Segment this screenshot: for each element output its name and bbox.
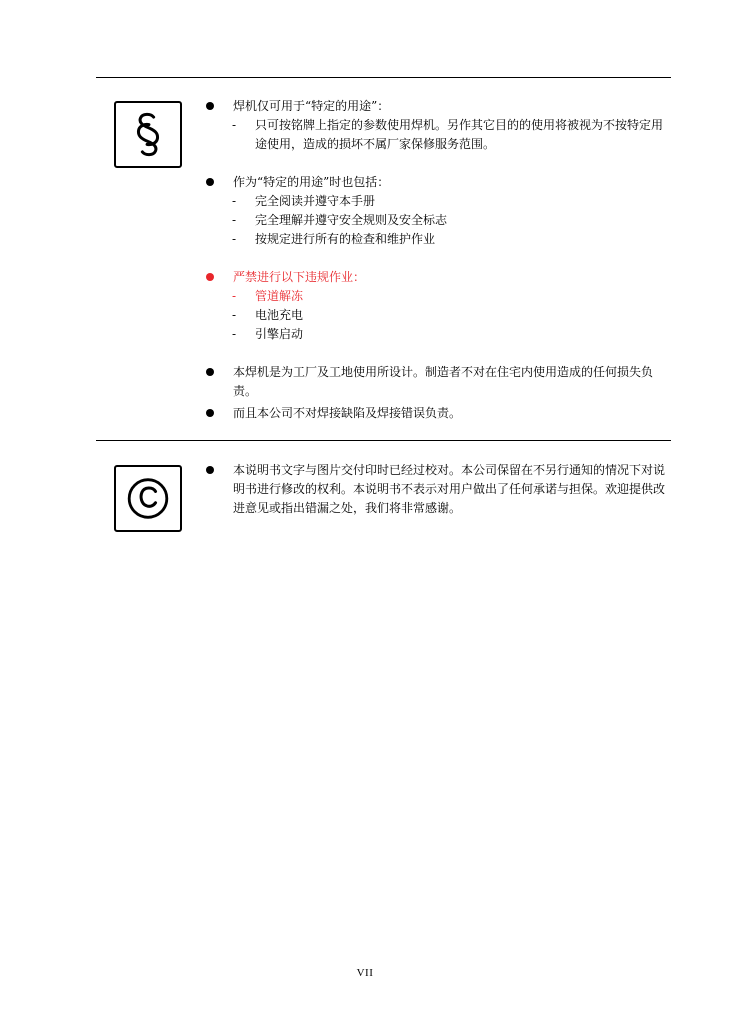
sub-list-item	[200, 287, 670, 306]
sub-list-item	[200, 230, 670, 249]
dash-icon: -	[232, 308, 237, 322]
prohibited-item: 管道解冻	[255, 289, 304, 303]
sub-list-item	[200, 211, 670, 230]
design-note: 本焊机是为工厂及工地使用所设计。制造者不对在住宅内使用造成的任何损失负责。	[233, 365, 654, 398]
prohibited-item: 引擎启动	[255, 327, 304, 341]
usage-heading: 焊机仅可用于“特定的用途”：	[233, 99, 390, 113]
bullet-icon	[206, 102, 214, 110]
usage-rule-text: 只可按铭牌上指定的参数使用焊机。另作其它目的的使用将被视为不按特定用途使用，造成的损坏不属厂家保修服务范围。	[255, 118, 664, 151]
sub-list-item	[200, 325, 670, 344]
middle-divider	[96, 440, 671, 441]
sub-list-item	[200, 116, 670, 154]
list-item	[200, 461, 670, 518]
copyright-text: 本说明书文字与图片交付印时已经过校对。本公司保留在不另行通知的情况下对说明书进行修改的权利。本说明书不表示对用户做出了任何承诺与担保。欢迎提供改进意见或指出错漏之处，我们将非常感谢。	[233, 463, 666, 515]
bullet-icon	[206, 273, 214, 281]
dash-icon: -	[232, 118, 237, 132]
sub-list-item	[200, 306, 670, 325]
bullet-icon	[206, 368, 214, 376]
section-sign-icon	[114, 101, 182, 168]
prohibited-heading: 严禁进行以下违规作业：	[233, 270, 366, 284]
bullet-icon	[206, 466, 214, 474]
sub-list-item	[200, 192, 670, 211]
dash-icon: -	[232, 232, 237, 246]
top-divider	[96, 77, 671, 78]
prohibited-item: 电池充电	[255, 308, 304, 322]
copyright-icon	[114, 465, 182, 532]
include-item: 完全阅读并遵守本手册	[255, 194, 376, 208]
usage-section	[200, 97, 670, 423]
list-item	[200, 404, 670, 423]
bullet-icon	[206, 409, 214, 417]
dash-icon: -	[232, 194, 237, 208]
list-item	[200, 268, 670, 287]
dash-icon: -	[232, 289, 237, 303]
dash-icon: -	[232, 327, 237, 341]
copyright-section	[200, 461, 670, 518]
list-item	[200, 363, 670, 401]
includes-heading: 作为“特定的用途”时也包括：	[233, 175, 390, 189]
dash-icon: -	[232, 213, 237, 227]
include-item: 按规定进行所有的检查和维护作业	[255, 232, 436, 246]
liability-note: 而且本公司不对焊接缺陷及焊接错误负责。	[233, 406, 462, 420]
list-item	[200, 97, 670, 116]
bullet-icon	[206, 178, 214, 186]
page-number: VII	[356, 967, 374, 979]
include-item: 完全理解并遵守安全规则及安全标志	[255, 213, 448, 227]
list-item	[200, 173, 670, 192]
